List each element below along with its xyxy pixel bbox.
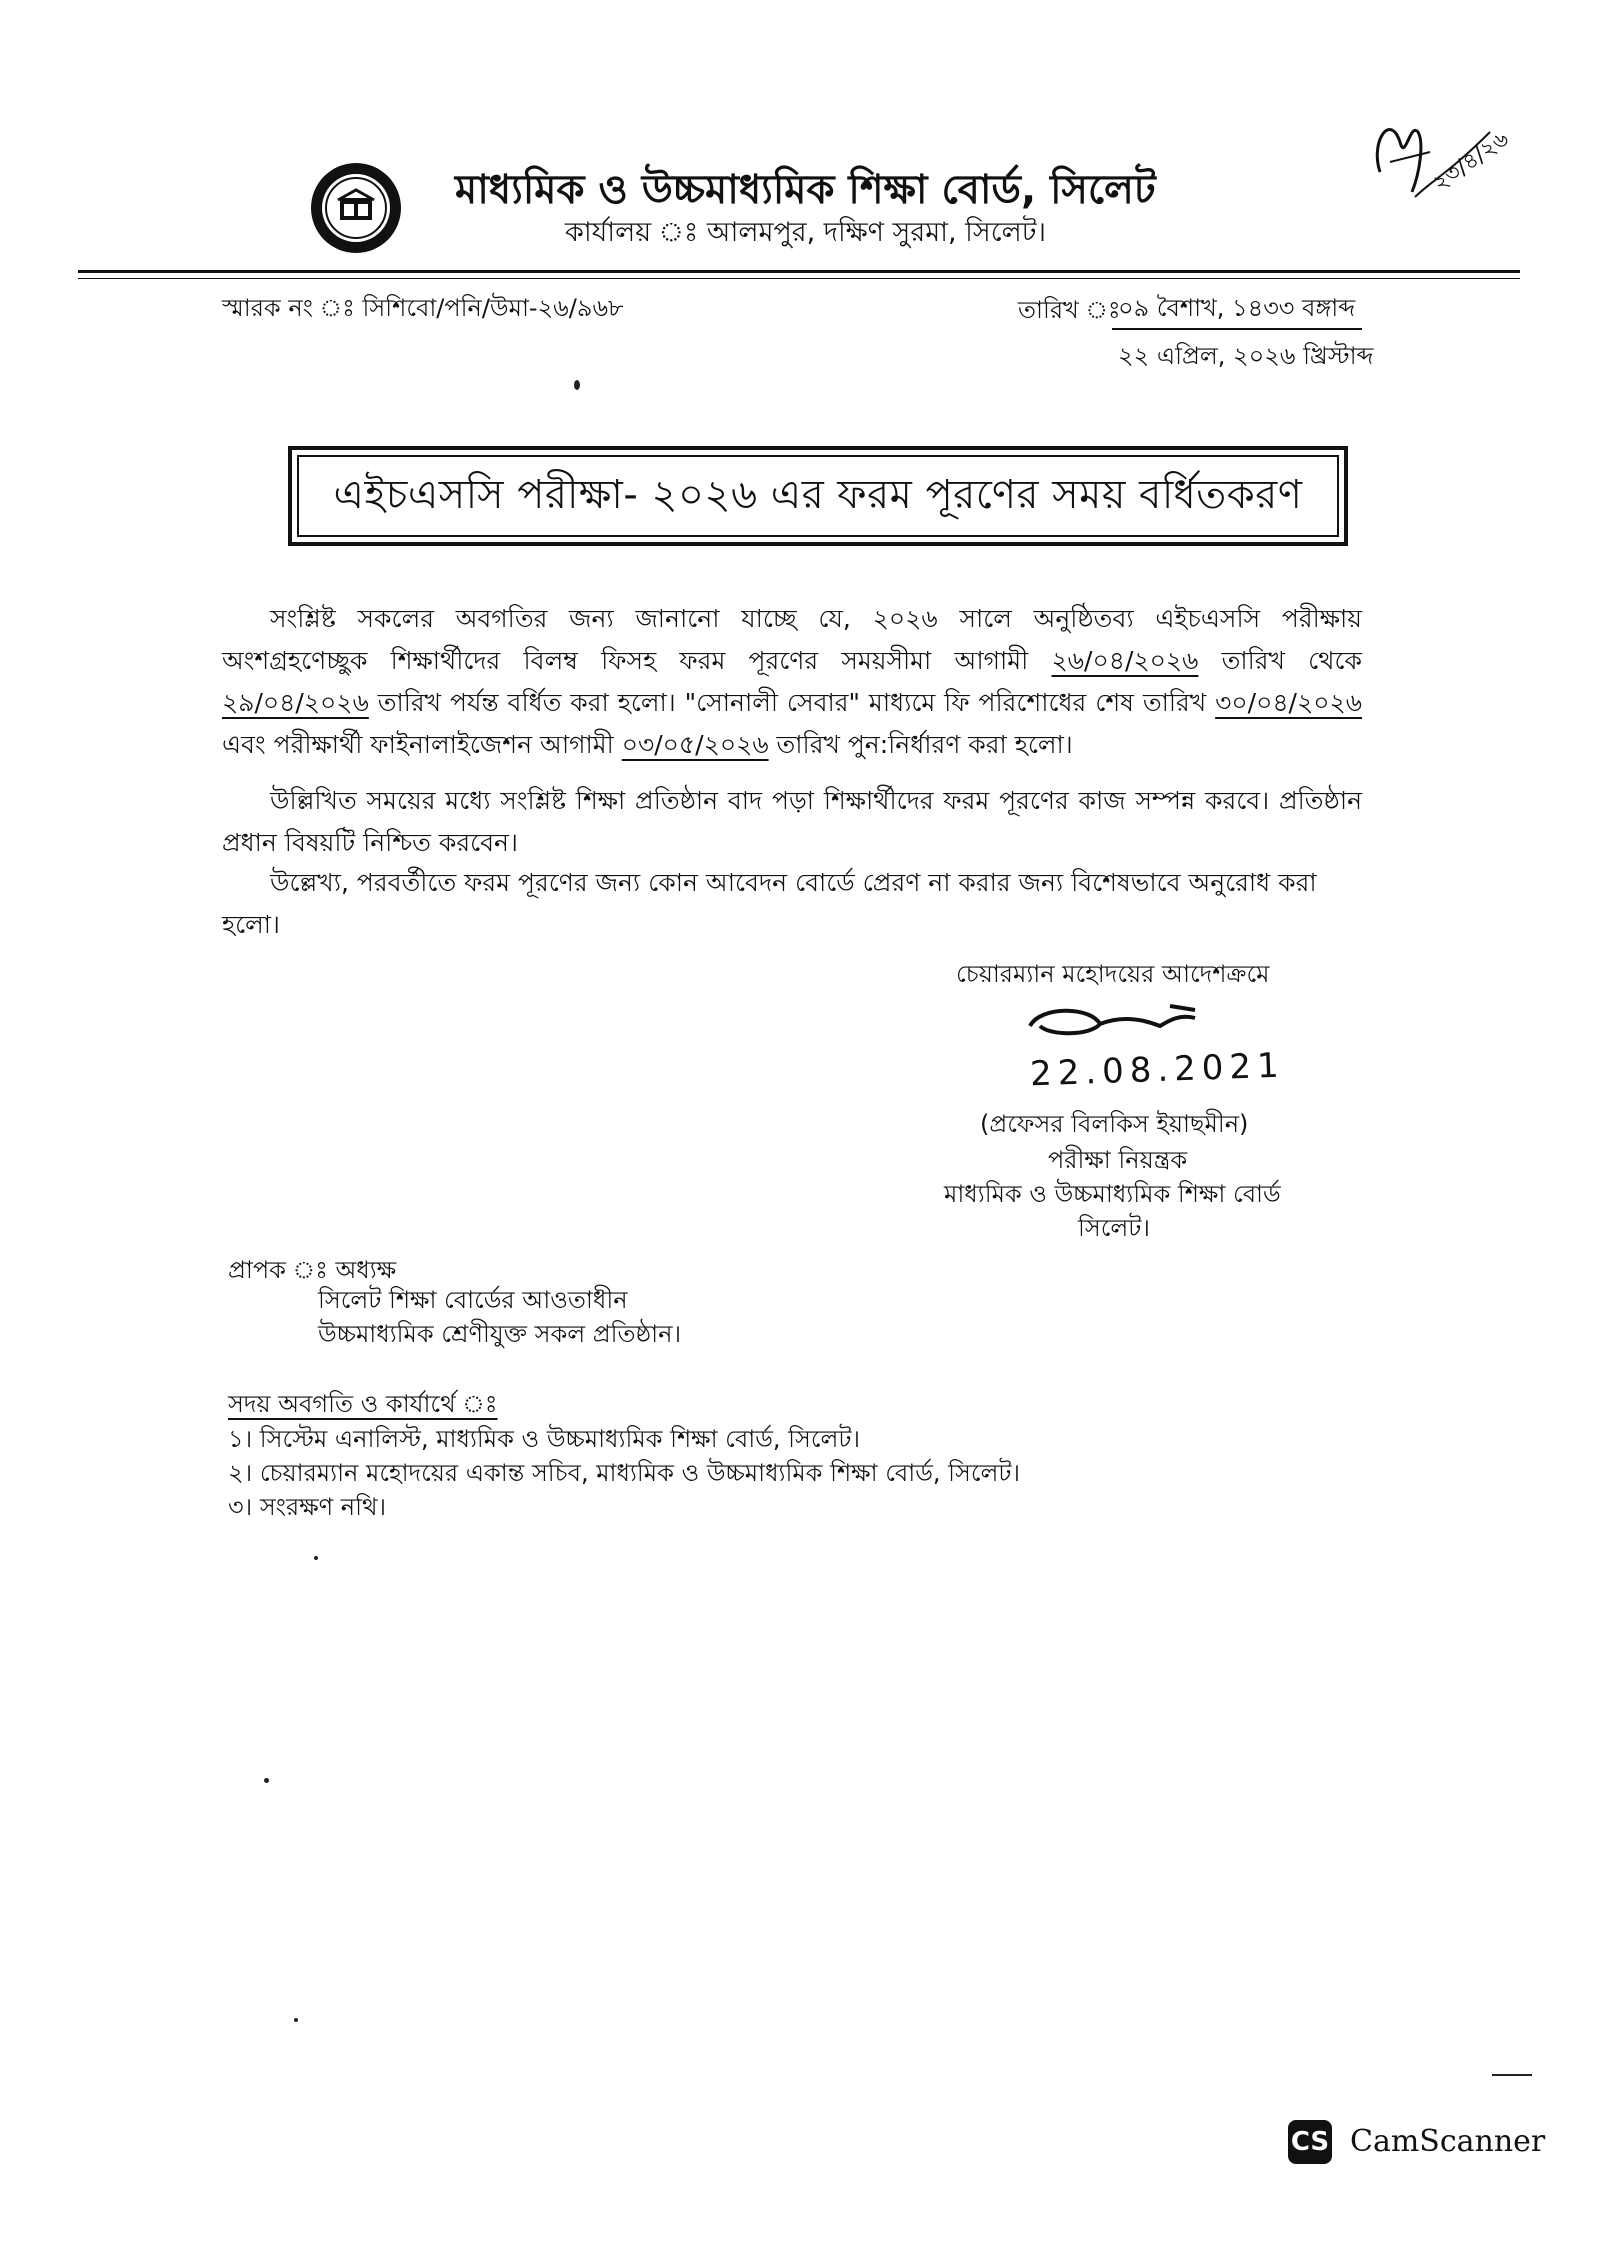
list-item: ৩। সংরক্ষণ নথি। — [228, 1493, 387, 1521]
notice-title: এইচএসসি পরীক্ষা- ২০২৬ এর ফরম পূরণের সময় বর্ধিতকরণ — [333, 471, 1303, 518]
copy-to-list — [228, 1422, 1020, 1524]
header-divider — [78, 270, 1520, 273]
signatory-office: মাধ্যমিক ও উচ্চমাধ্যমিক শিক্ষা বোর্ড — [944, 1180, 1281, 1208]
recipient-label: প্রাপক ঃ অধ্যক্ষ — [228, 1256, 397, 1284]
date-label: তারিখ ঃ — [1018, 296, 1121, 324]
date-gregorian: ২২ এপ্রিল, ২০২৬ খ্রিস্টাব্দ — [1118, 342, 1374, 370]
signatory-city: সিলেট। — [1078, 1214, 1150, 1242]
board-name: মাধ্যমিক ও উচ্চমাধ্যমিক শিক্ষা বোর্ড, সিলেট — [455, 167, 1156, 213]
list-item: ১। সিস্টেম এনালিস্ট, মাধ্যমিক ও উচ্চমাধ্যমিক শিক্ষা বোর্ড, সিলেট। — [228, 1425, 861, 1453]
fee-payment-deadline: ৩০/০৪/২০২৬ — [1215, 688, 1362, 717]
scan-speck — [574, 380, 580, 390]
list-item: ২। চেয়ারম্যান মহোদয়ের একান্ত সচিব, মাধ্যমিক ও উচ্চমাধ্যমিক শিক্ষা বোর্ড, সিলেট। — [228, 1459, 1021, 1487]
camscanner-wordmark: CamScanner — [1350, 2124, 1546, 2159]
scan-speck — [294, 2018, 298, 2022]
date-divider — [1112, 328, 1362, 330]
margin-note-text: ২৩/৪/২৬ — [1428, 126, 1514, 197]
memo-number: স্মারক নং ঃ সিশিবো/পনি/উমা-২৬/৯৬৮ — [222, 294, 624, 322]
extended-start-date: ২৬/০৪/২০২৬ — [1051, 646, 1199, 675]
header-divider-thin — [78, 278, 1520, 279]
copy-to-heading: সদয় অবগতি ও কার্যার্থে ঃ — [228, 1390, 498, 1418]
extended-end-date: ২৯/০৪/২০২৬ — [222, 688, 369, 717]
handwritten-signature-date: 22.08.2021 — [1029, 1045, 1286, 1095]
recipient-line-2: উচ্চমাধ্যমিক শ্রেণীযুক্ত সকল প্রতিষ্ঠান। — [318, 1320, 682, 1348]
signatory-designation: পরীক্ষা নিয়ন্ত্রক — [1048, 1146, 1188, 1174]
handwritten-signature — [1020, 996, 1220, 1046]
signature-by-order: চেয়ারম্যান মহোদয়ের আদেশক্রমে — [956, 960, 1270, 988]
scan-speck — [1492, 2074, 1532, 2076]
body-paragraph-3: উল্লেখ্য, পরবর্তীতে ফরম পূরণের জন্য কোন আবেদন বোর্ডে প্রেরণ না করার জন্য বিশেষভাবে অনুরোধ করা হলো। — [222, 868, 1317, 939]
scan-speck — [264, 1778, 269, 1783]
signatory-name: (প্রফেসর বিলকিস ইয়াছমীন) — [980, 1110, 1249, 1138]
finalization-date: ০৩/০৫/২০২৬ — [621, 730, 769, 759]
office-address: কার্যালয় ঃ আলমপুর, দক্ষিণ সুরমা, সিলেট। — [565, 217, 1047, 248]
recipient-line-1: সিলেট শিক্ষা বোর্ডের আওতাধীন — [318, 1286, 628, 1314]
camscanner-logo-badge: CS — [1288, 2120, 1332, 2164]
scan-speck — [314, 1556, 318, 1560]
body-paragraph-2: উল্লিখিত সময়ের মধ্যে সংশ্লিষ্ট শিক্ষা প্রতিষ্ঠান বাদ পড়া শিক্ষার্থীদের ফরম পূরণের কাজ সম্পন্ন করবে। প্রতিষ্ঠান প্রধান বিষয়টি নিশ্চিত করবেন। — [222, 786, 1362, 857]
margin-handwritten-note — [1360, 102, 1514, 222]
notice-title-box — [288, 446, 1348, 546]
body-paragraph-1: সংশ্লিষ্ট সকলের অবগতির জন্য জানানো যাচ্ছে যে, ২০২৬ সালে অনুষ্ঠিতব্য এইচএসসি পরীক্ষায় অংশগ্রহণেচ্ছুক শিক্ষার্থীদের বিলম্ব ফিসহ ফরম পূরণের সময়সীমা আগামী ২৬/০৪/২০২৬ তারিখ থেকে ২৯/০৪/২০২৬ তারিখ পর্যন্ত বর্ধিত করা হলো। "সোনালী সেবার" মাধ্যমে ফি পরিশোধের শেষ তারিখ ৩০/০৪/২০২৬ এবং পরীক্ষার্থী ফাইনালাইজেশন আগামী ০৩/০৫/২০২৬ তারিখ পুন:নির্ধারণ করা হলো। — [222, 604, 1362, 759]
date-bengali-calendar: ০৯ বৈশাখ, ১৪৩৩ বঙ্গাব্দ — [1118, 294, 1356, 322]
board-emblem — [308, 160, 404, 256]
